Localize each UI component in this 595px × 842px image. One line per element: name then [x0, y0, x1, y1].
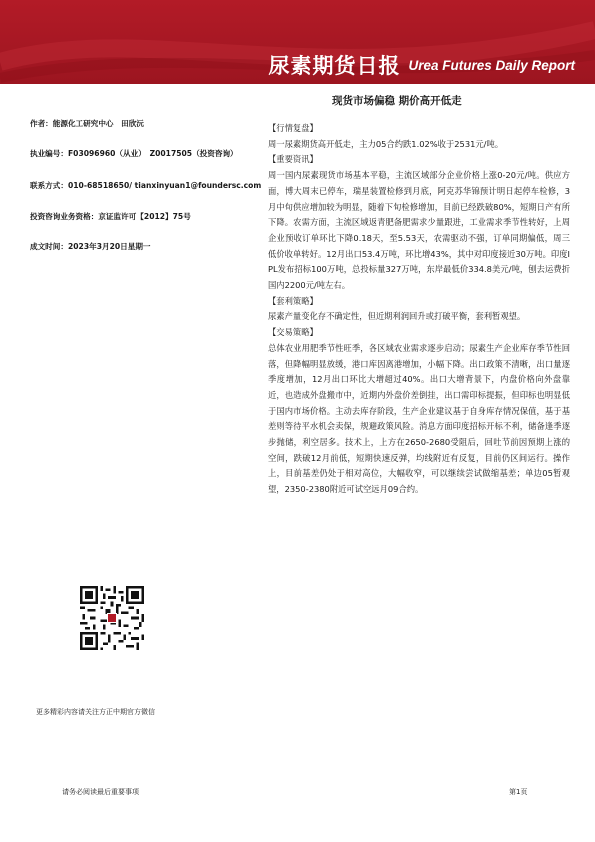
wechat-qr-code: [80, 586, 144, 650]
section-text-arbitrage: 尿素产量变化存不确定性，但近期利润回升或打破平衡，套利暂观望。: [268, 311, 526, 322]
report-title: [268, 50, 575, 80]
contact-line: 联系方式：010-68518650/ tianxinyuan1@foundersc.com: [30, 181, 262, 190]
report-title-en: Urea Futures Daily Report: [408, 57, 575, 73]
section-tag-strategy: 【交易策略】: [268, 327, 318, 338]
section-text-strategy: 总体农业用肥季节性旺季，各区域农业需求逐步启动；尿素生产企业库存季节性回落，但降幅明显放缓，港口库因离港增加，小幅下降。出口政策不清晰，出口量逐季度增加，12月出口环比大增超过40%。出口大增背景下，内盘价格向外盘靠近，也造成外盘搬市中，近期内外盘价差倒挂，出口需印标提振，但印标也明显低于国内市场价格。主动去库存阶段，生产企业建议基于自身库存情况保值，基于基差则等待平水机会卖保，规避政策风险。消息方面印度招标开标不利，储备逢季逐步抛储，利空居多。技术上，上方在2650-2680受阻后，回吐节前因预期上涨的空间，跌破12月前低，短期快速反弹，均线附近有反复，目前仍区间运行。操作上，目前基差仍处于相对高位，大幅收窄，可以继续尝试做缩基差；单边05暂观望，2350-2380附近可试空远月09合约。: [268, 342, 570, 495]
section-tag-review: 【行情复盘】: [268, 123, 318, 133]
section-text-review: 周一尿素期货高开低走，主力05合约跌1.02%收于2531元/吨。: [268, 138, 504, 149]
report-title-cn: 尿素期货日报: [268, 54, 401, 78]
section-tag-arbitrage: 【套利策略】: [268, 295, 318, 306]
section-text-news: 周一国内尿素现货市场基本平稳，主流区域部分企业价格上涨0-20元/吨。供应方面，博大周末已停车，瑞星装置检修到月底，阿克苏华锦预计明日起停车检修，3月中旬供应增加较为明显，随着下旬检修增加，目前已经跌破80%，短期日产有所下降。农需方面，主流区域返青肥备肥需求少量跟进，工业需求季节性转好，上周企业预收订单环比下降0.18天，至5.53天，农需驱动不强，订单同期偏低，周三低价收单转好。12月出口53.4万吨，环比增43%，其中对印度接近30万吨。印度IPL发布招标100万吨，总投标量327万吨，东岸最低价334.8美元/吨，刨去运费折国内2200元/吨左右。: [268, 170, 570, 291]
header-banner: [0, 0, 595, 84]
license-line: 执业编号：F03096960（从业） Z0017505（投资咨询）: [30, 149, 238, 158]
qualification-line: 投资咨询业务资格：京证监许可【2012】75号: [30, 212, 191, 221]
qr-caption: 更多精彩内容请关注方正中期官方微信: [36, 708, 155, 716]
footer-disclaimer: 请务必阅读最后重要事项: [62, 788, 139, 796]
report-body: [268, 121, 570, 498]
section-tag-news: 【重要资讯】: [268, 154, 318, 165]
author-line: 作者：能源化工研究中心 田欣沅: [30, 119, 144, 128]
date-line: 成文时间：2023年3月20日星期一: [30, 242, 151, 251]
headline: 现货市场偏稳 期价高开低走: [332, 95, 462, 107]
page-number: 第1页: [509, 788, 528, 796]
